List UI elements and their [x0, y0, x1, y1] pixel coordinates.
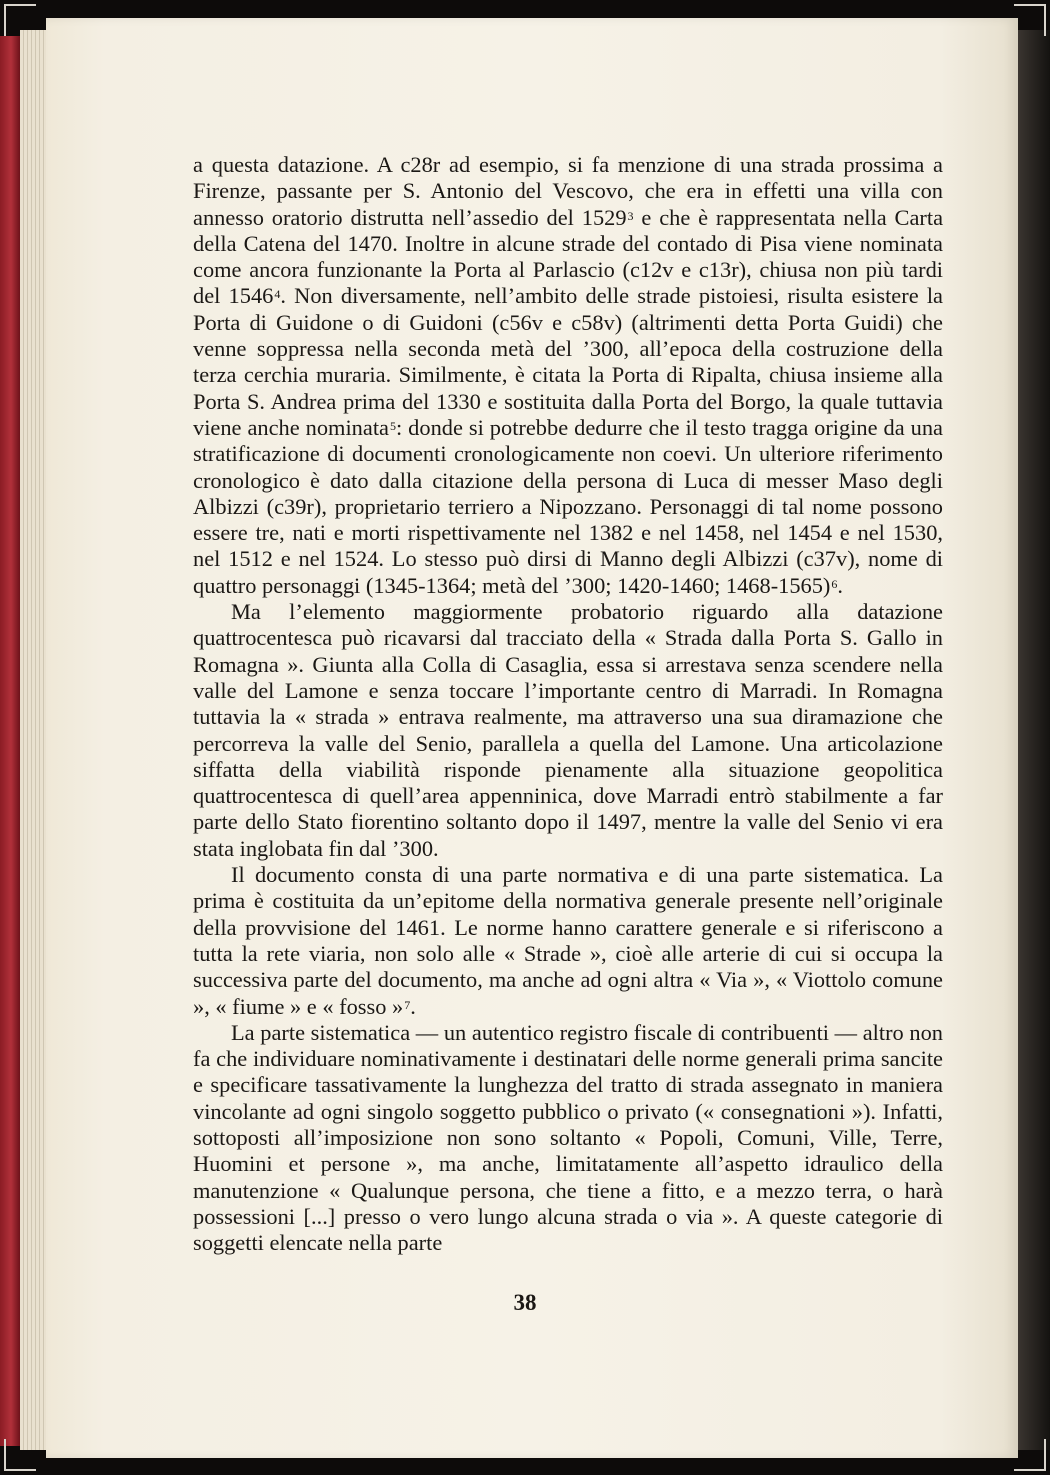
paragraph: [193, 862, 943, 1020]
footnote-marker: 4: [274, 287, 281, 302]
crop-mark: [1014, 1439, 1046, 1471]
text-run: .: [837, 572, 843, 598]
crop-mark: [1014, 4, 1046, 36]
footnote-marker: 3: [627, 208, 634, 223]
body-text: [193, 152, 943, 1256]
footnote-marker: 5: [389, 418, 396, 433]
paragraph: [193, 1020, 943, 1257]
binding-shadow: [1018, 30, 1050, 1450]
crop-mark: [4, 4, 36, 36]
crop-mark: [4, 1439, 36, 1471]
text-run: .: [410, 993, 416, 1019]
text-run: Ma l’elemento maggiormente probatorio riguardo alla datazione quattrocentesca può ricavarsi dal tracciato della « Strada dalla Porta S. Gallo in Romagna ». Giunta alla Colla di Casaglia, essa si arrestava senza scendere nella valle del Lamone e senza toccare l’importante centro di Marradi. In Romagna tuttavia la « strada » entrava realmente, ma attraverso una sua diramazione che percorreva la valle del Senio, parallela a quella del Lamone. Una articolazione siffatta della viabilità risponde pienamente alla situazione geopolitica quattrocentesca di quell’area appenninica, dove Marradi entrò stabilmente a far parte dello Stato fiorentino soltanto dopo il 1497, mentre la valle del Senio vi era stata inglobata fin dal ’300.: [193, 599, 943, 861]
text-run: : donde si potrebbe dedurre che il testo tragga origine da una stratificazione di documenti cronologicamente non coevi. Un ulteriore riferimento cronologico è dato dalla citazione della persona di Luca di messer Maso degli Albizzi (c39r), proprietario terriero a Nipozzano. Personaggi di tal nome possono essere tre, nati e morti rispettivamente nel 1382 e nel 1458, nel 1454 e nel 1530, nel 1512 e nel 1524. Lo stesso può dirsi di Manno degli Albizzi (c37v), nome di quattro personaggi (1345-1364; metà del ’300; 1420-1460; 1468-1565): [193, 414, 943, 598]
text-run: a questa datazione. A c28r ad esempio, si fa menzione di una strada prossima a Firenze, passante per S. Antonio del Vescovo, che era in effetti una villa con annesso oratorio distrutta nell’assedio del 1529: [193, 152, 943, 230]
footnote-marker: 6: [831, 576, 838, 591]
text-run: Il documento consta di una parte normativa e di una parte sistematica. La prima è costituita da un’epitome della normativa generale presente nell’originale della provvisione del 1461. Le norme hanno carattere generale e si riferiscono a tutta la rete viaria, non solo alle « Strade », cioè alle arterie di cui si occupa la successiva parte del documento, ma anche ad ogni altra « Via », « Viottolo comune », « fiume » e « fosso »: [193, 862, 943, 1019]
paragraph: [193, 152, 943, 599]
text-run: . Non diversamente, nell’ambito delle strade pistoiesi, risulta esistere la Porta di Guidone o di Guidoni (c56v e c58v) (altrimenti detta Porta Guidi) che venne soppressa nella seconda metà del ’300, all’epoca della costruzione della terza cerchia muraria. Similmente, è citata la Porta di Ripalta, chiusa insieme alla Porta S. Andrea prima del 1330 e sostituita dalla Porta del Borgo, la quale tuttavia viene anche nominata: [193, 283, 943, 440]
page-number: 38: [513, 1290, 537, 1315]
text-run: La parte sistematica — un autentico registro fiscale di contribuenti — altro non fa che individuare nominativamente i destinatari delle norme generali prima sancite e specificare tassativamente la lunghezza del tratto di strada assegnato in maniera vincolante ad ogni singolo soggetto pubblico o privato (« consegnationi »). Infatti, sottoposti all’imposizione non sono soltanto « Popoli, Comuni, Ville, Terre, Huomini et persone », ma anche, limitatamente all’aspetto idraulico della manutenzione « Qualunque persona, che tiene a fitto, e a mezzo terra, o harà possessioni [...] presso o vero lungo alcuna strada o via ». A queste categorie di soggetti elencate nella parte: [193, 1019, 943, 1256]
book-cover-edge: [0, 36, 20, 1446]
footnote-marker: 7: [404, 997, 411, 1012]
paragraph: [193, 599, 943, 862]
text-run: e che è rappresentata nella Carta della Catena del 1470. Inoltre in alcune strade del contado di Pisa viene nominata come ancora funzionante la Porta al Parlascio (c12v e c13r), chiusa non più tardi del 1546: [193, 204, 944, 309]
